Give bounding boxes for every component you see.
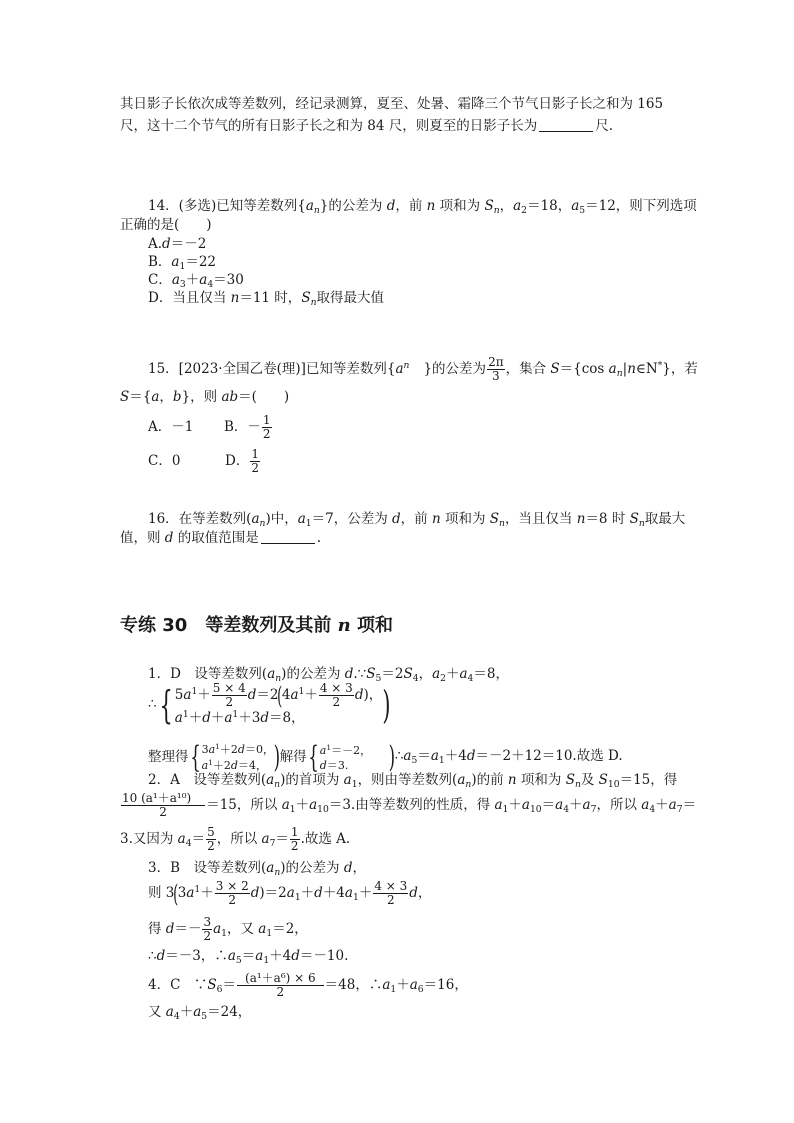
- q14-stem: 14．(多选)已知等差数列$\{a_n\}$的公差为 d，前 n 项和为 $S_n$，$a_2=18$，$a_5=12$，则下列选项: [148, 198, 697, 216]
- intro-text-1: 其日影子长依次成等差数列，经记录测算，夏至、处暑、霜降三个节气日影子长之和为 165: [120, 96, 664, 112]
- sol1-line-1: 1．D 设等差数列$(a_n)$的公差为 $d.\because S_5=2S_4$，$a_2+a_4=8$，: [148, 666, 509, 684]
- sol3-line-3: 得 d＝－ $\frac{3}{2}$ $a_1$，又 $a_1=2$，: [148, 915, 308, 944]
- q14-option-a[interactable]: A.d＝－2: [148, 236, 207, 252]
- q14-stem-2: 正确的是( ): [120, 217, 212, 233]
- q14-option-d[interactable]: D．当且仅当 n＝11 时，$S_n$取得最大值: [148, 290, 384, 308]
- q15-options-row-1: [148, 414, 273, 441]
- q15-fraction: $\frac{2\pi}{3}$: [488, 355, 504, 384]
- q16-answer-blank[interactable]: [261, 542, 315, 544]
- q15-option-c[interactable]: C．0: [148, 453, 181, 470]
- sol4-line-2: 又 $a_4+a_5=24$，: [148, 1004, 252, 1022]
- sol2-line-1: 2．A 设等差数列$(a_n)$的首项为 $a_1$，则由等差数列$(a_n)$的前 n 项和为 $S_n$及 $S_{10}=15$，得: [148, 772, 678, 790]
- q16-stem: 16．在等差数列$(a_n)$中，$a_1=7$，公差为 d，前 n 项和为 $S_n$，当且仅当 n＝8 时 $S_n$取最大: [148, 511, 686, 529]
- sol2-line-2: $\frac{\text{10 (a¹＋a¹⁰)}}{2}$ ＝15，所以 $a_1+a_{10}=3$.由等差数列的性质，得 $a_1+a_{10}=a_4+a_7$，所以 $a_4+a_7=$: [122, 791, 697, 820]
- q14-option-c[interactable]: C．$a_3+a_4=30$: [148, 272, 244, 290]
- q14-option-b[interactable]: B．$a_1=22$: [148, 254, 217, 272]
- sol3-line-2: 则 $3(3a^1+$ $\frac{3 \times 2}{2}$ $d)=2a_1+d+4a_1+$ $\frac{4 \times 3}{2}$ d，: [148, 879, 432, 908]
- answer-blank[interactable]: [539, 130, 593, 132]
- sol1-system: ∴{ $5a^1+$ $\frac{5 \times 4}{2}$ $d=2(4a^1+$ $\frac{4 \times 3}{2}$ d)， $a^1+d+a^1+3d=8$， ): [148, 681, 391, 727]
- q15-option-a[interactable]: A．－1: [148, 419, 194, 436]
- section-heading: 专练 30 等差数列及其前 n 项和: [120, 615, 393, 636]
- sol1-line-3: 整理得{ $3a^1+2d=0$， $a^1+2d=4$， )解得{ $a^1=-2$， d＝3. )$\therefore a_5=a_1+4d=-2+12=10$.故选 D.: [148, 739, 623, 775]
- sol3-line-4: ∴d＝－3，$\therefore a_5=a_1+4d=-10$.: [148, 948, 349, 966]
- sol4-line-1: 4．C $\because S_6=$ $\frac{\text{(a¹＋a⁶) × 6}}{2}$ ＝48，$\therefore a_1+a_6=16$，: [148, 971, 468, 1000]
- q15-option-b[interactable]: B．－ $\frac{1}{2}$: [223, 413, 271, 442]
- intro-line-2: 尺，这十二个节气的所有日影子长之和为 84 尺，则夏至的日影子长为 尺.: [120, 118, 614, 134]
- q16-stem-2: 值，则 d 的取值范围是 .: [120, 530, 322, 546]
- intro-line-1: [120, 98, 663, 112]
- q15-stem-2: S＝{a，b}，则 ab＝( ): [120, 389, 290, 405]
- sol3-line-1: 3．B 设等差数列$(a_n)$的公差为 d，: [148, 860, 366, 878]
- sol2-line-3: 3.又因为 $a_4=$ $\frac{5}{2}$ ，所以 $a_7=$ $\frac{1}{2}$ .故选 A.: [120, 825, 351, 854]
- q15-stem: 15．[2023·全国乙卷(理)]已知等差数列{$a^n$ }的公差为 $\frac{2\pi}{3}$ ，集合 S＝{cos $a_n|n\in N^*$}，若: [148, 355, 698, 384]
- q15-options-row-2: [148, 448, 261, 475]
- q15-option-d[interactable]: D． $\frac{1}{2}$: [225, 447, 259, 476]
